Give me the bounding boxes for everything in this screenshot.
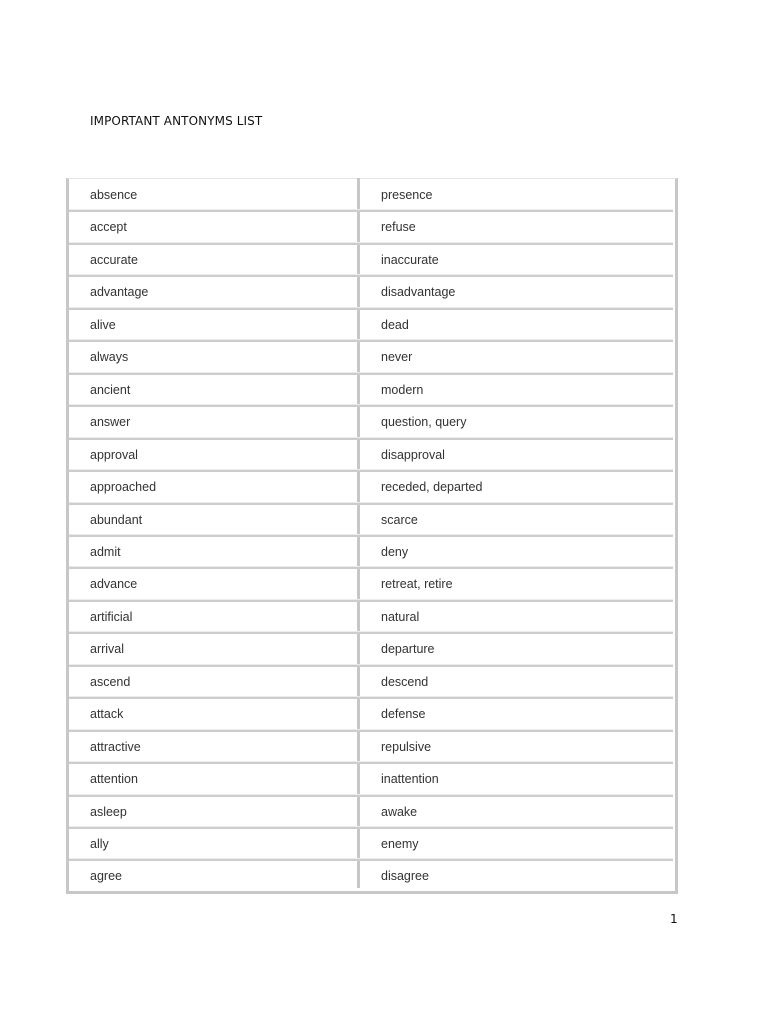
table-row: [69, 180, 675, 210]
word-cell: approached: [90, 480, 157, 494]
antonym-cell: presence: [381, 188, 433, 202]
table-row: [69, 277, 675, 307]
word-cell: asleep: [90, 805, 127, 819]
antonym-cell: scarce: [381, 513, 418, 527]
table-row: [69, 699, 675, 729]
word-cell: artificial: [90, 610, 133, 624]
antonym-cell: enemy: [381, 837, 419, 851]
table-row: [69, 342, 675, 372]
word-cell: absence: [90, 188, 138, 202]
table-row: [69, 732, 675, 762]
table-row: [69, 829, 675, 859]
antonym-cell: disapproval: [381, 448, 445, 462]
word-cell: agree: [90, 869, 122, 883]
word-cell: answer: [90, 415, 131, 429]
word-cell: accurate: [90, 253, 138, 267]
antonym-cell: disadvantage: [381, 285, 456, 299]
word-cell: advantage: [90, 285, 149, 299]
table-row: [69, 602, 675, 632]
table-row: [69, 764, 675, 794]
table-row: [69, 634, 675, 664]
word-cell: accept: [90, 220, 127, 234]
table-row: [69, 537, 675, 567]
antonym-cell: never: [381, 350, 413, 364]
table-row: [69, 245, 675, 275]
word-cell: approval: [90, 448, 138, 462]
antonym-cell: question, query: [381, 415, 467, 429]
table-row: [69, 407, 675, 437]
word-cell: alive: [90, 318, 116, 332]
table-row: [69, 375, 675, 405]
table-row: [69, 310, 675, 340]
antonym-cell: inaccurate: [381, 253, 439, 267]
table-row: [69, 440, 675, 470]
word-cell: abundant: [90, 513, 143, 527]
word-cell: ascend: [90, 675, 131, 689]
antonym-cell: natural: [381, 610, 420, 624]
antonym-cell: retreat, retire: [381, 577, 453, 591]
word-cell: advance: [90, 577, 138, 591]
table-row: [69, 472, 675, 502]
word-cell: attack: [90, 707, 124, 721]
table-row: [69, 797, 675, 827]
word-cell: ally: [90, 837, 109, 851]
table-row: [69, 861, 675, 891]
word-cell: always: [90, 350, 129, 364]
antonym-cell: refuse: [381, 220, 416, 234]
word-cell: attractive: [90, 740, 141, 754]
antonym-cell: awake: [381, 805, 418, 819]
word-cell: attention: [90, 772, 138, 786]
page-number: 1: [670, 912, 678, 926]
antonym-cell: repulsive: [381, 740, 432, 754]
antonym-cell: departure: [381, 642, 435, 656]
word-cell: arrival: [90, 642, 125, 656]
antonym-cell: defense: [381, 707, 426, 721]
table-row: [69, 569, 675, 599]
table-row: [69, 667, 675, 697]
antonym-cell: deny: [381, 545, 409, 559]
antonym-cell: descend: [381, 675, 429, 689]
document-title: IMPORTANT ANTONYMS LIST: [90, 114, 263, 128]
antonym-cell: dead: [381, 318, 409, 332]
word-cell: ancient: [90, 383, 131, 397]
antonym-cell: inattention: [381, 772, 439, 786]
word-cell: admit: [90, 545, 121, 559]
antonym-cell: receded, departed: [381, 480, 483, 494]
antonym-cell: modern: [381, 383, 424, 397]
antonym-cell: disagree: [381, 869, 429, 883]
table-row: [69, 212, 675, 242]
table-row: [69, 505, 675, 535]
